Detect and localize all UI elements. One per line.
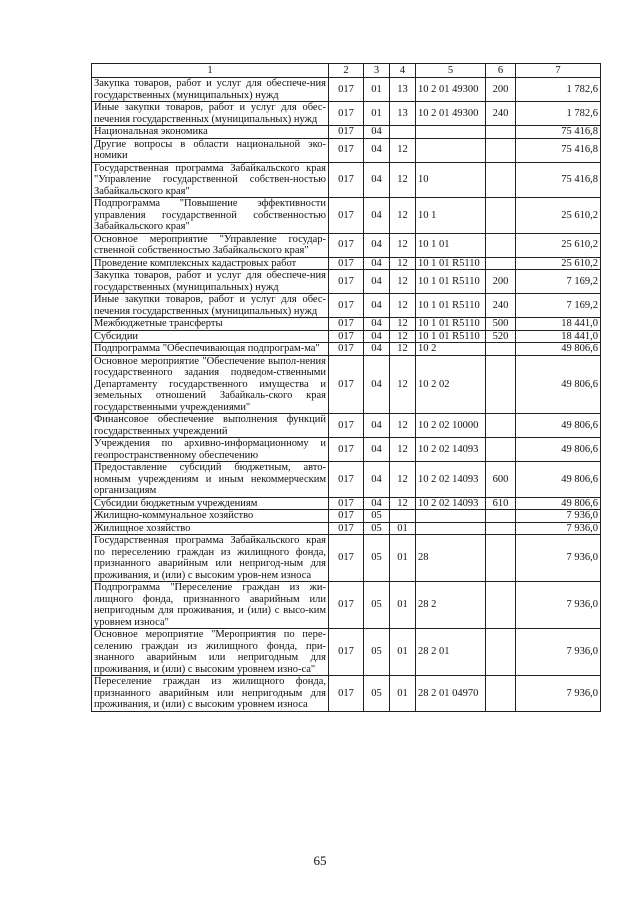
row-amount-cell: 25 610,2 [516, 257, 601, 270]
table-row [92, 676, 601, 712]
row-name-cell: Жилищно-коммунальное хозяйство [92, 510, 329, 523]
row-target-article-cell: 10 1 01 R5110 [416, 330, 486, 343]
table-header-row [92, 64, 601, 78]
row-expense-type-cell: 240 [486, 294, 516, 318]
row-section-cell: 04 [364, 233, 390, 257]
row-amount-cell: 1 782,6 [516, 78, 601, 102]
row-expense-type-cell [486, 138, 516, 162]
row-subsection-cell: 01 [390, 582, 416, 629]
table-row [92, 294, 601, 318]
row-name-cell: Проведение комплексных кадастровых работ [92, 257, 329, 270]
table-body [92, 78, 601, 712]
row-expense-type-cell [486, 582, 516, 629]
row-amount-cell: 25 610,2 [516, 233, 601, 257]
row-subsection-cell: 01 [390, 535, 416, 582]
row-section-cell: 04 [364, 497, 390, 510]
header-cell: 1 [92, 64, 329, 78]
row-expense-type-cell [486, 233, 516, 257]
row-amount-cell: 49 806,6 [516, 497, 601, 510]
row-name-cell: Закупка товаров, работ и услуг для обеспече-ния государственных (муниципальных) нужд [92, 78, 329, 102]
table-row [92, 497, 601, 510]
row-target-article-cell: 10 2 01 49300 [416, 78, 486, 102]
row-subsection-cell: 12 [390, 414, 416, 438]
table-row [92, 629, 601, 676]
table-row [92, 414, 601, 438]
row-section-cell: 04 [364, 355, 390, 414]
row-amount-cell: 49 806,6 [516, 355, 601, 414]
row-code-cell: 017 [329, 355, 364, 414]
row-subsection-cell: 12 [390, 343, 416, 356]
row-expense-type-cell: 600 [486, 462, 516, 498]
row-name-cell: Иные закупки товаров, работ и услуг для обес-печения государственных (муниципальных) нужд [92, 294, 329, 318]
row-target-article-cell: 28 [416, 535, 486, 582]
table-row [92, 462, 601, 498]
row-subsection-cell [390, 126, 416, 139]
row-code-cell: 017 [329, 510, 364, 523]
table-row [92, 162, 601, 198]
row-code-cell: 017 [329, 414, 364, 438]
row-target-article-cell: 10 2 02 14093 [416, 438, 486, 462]
row-section-cell: 04 [364, 414, 390, 438]
row-expense-type-cell [486, 162, 516, 198]
header-cell: 4 [390, 64, 416, 78]
table-row [92, 257, 601, 270]
row-code-cell: 017 [329, 462, 364, 498]
row-code-cell: 017 [329, 233, 364, 257]
page-number: 65 [313, 853, 327, 868]
row-target-article-cell: 10 2 02 14093 [416, 462, 486, 498]
row-expense-type-cell [486, 126, 516, 139]
row-code-cell: 017 [329, 343, 364, 356]
row-target-article-cell [416, 138, 486, 162]
row-code-cell: 017 [329, 582, 364, 629]
row-code-cell: 017 [329, 162, 364, 198]
row-section-cell: 05 [364, 676, 390, 712]
row-subsection-cell: 12 [390, 162, 416, 198]
row-section-cell: 04 [364, 330, 390, 343]
row-target-article-cell: 28 2 [416, 582, 486, 629]
row-amount-cell: 7 936,0 [516, 582, 601, 629]
row-name-cell: Государственная программа Забайкальского края "Управление государственной собствен-ностью Забайкальского края" [92, 162, 329, 198]
row-expense-type-cell [486, 343, 516, 356]
row-code-cell: 017 [329, 330, 364, 343]
table-row [92, 78, 601, 102]
row-section-cell: 01 [364, 78, 390, 102]
row-amount-cell: 25 610,2 [516, 198, 601, 234]
row-target-article-cell: 10 [416, 162, 486, 198]
row-amount-cell: 49 806,6 [516, 414, 601, 438]
row-name-cell: Национальная экономика [92, 126, 329, 139]
row-subsection-cell: 12 [390, 318, 416, 331]
row-section-cell: 04 [364, 318, 390, 331]
header-cell: 5 [416, 64, 486, 78]
row-target-article-cell: 28 2 01 [416, 629, 486, 676]
row-target-article-cell: 10 2 [416, 343, 486, 356]
table-row [92, 138, 601, 162]
row-name-cell: Межбюджетные трансферты [92, 318, 329, 331]
row-name-cell: Субсидии бюджетным учреждениям [92, 497, 329, 510]
row-amount-cell: 49 806,6 [516, 462, 601, 498]
row-code-cell: 017 [329, 294, 364, 318]
row-code-cell: 017 [329, 138, 364, 162]
row-target-article-cell [416, 126, 486, 139]
row-section-cell: 01 [364, 102, 390, 126]
row-amount-cell: 1 782,6 [516, 102, 601, 126]
row-subsection-cell: 12 [390, 355, 416, 414]
row-amount-cell: 7 936,0 [516, 510, 601, 523]
row-subsection-cell: 12 [390, 233, 416, 257]
header-cell: 6 [486, 64, 516, 78]
budget-table [91, 63, 601, 712]
row-amount-cell: 7 936,0 [516, 629, 601, 676]
row-amount-cell: 18 441,0 [516, 330, 601, 343]
row-expense-type-cell [486, 414, 516, 438]
table-row [92, 522, 601, 535]
row-name-cell: Предоставление субсидий бюджетным, авто-номным учреждениям и иным некоммерческим организациям [92, 462, 329, 498]
row-amount-cell: 18 441,0 [516, 318, 601, 331]
row-name-cell: Подпрограмма "Обеспечивающая подпрограм-ма" [92, 343, 329, 356]
row-code-cell: 017 [329, 318, 364, 331]
row-subsection-cell: 13 [390, 102, 416, 126]
row-target-article-cell: 10 1 01 R5110 [416, 257, 486, 270]
row-name-cell: Переселение граждан из жилищного фонда, признанного аварийным или непригодным для проживания, и (или) с высоким уровнем износа [92, 676, 329, 712]
row-target-article-cell: 10 1 01 R5110 [416, 270, 486, 294]
row-code-cell: 017 [329, 535, 364, 582]
row-expense-type-cell [486, 198, 516, 234]
header-cell: 2 [329, 64, 364, 78]
row-expense-type-cell [486, 535, 516, 582]
row-target-article-cell [416, 522, 486, 535]
row-subsection-cell: 01 [390, 629, 416, 676]
row-name-cell: Иные закупки товаров, работ и услуг для обес-печения государственных (муниципальных) нужд [92, 102, 329, 126]
row-name-cell: Основное мероприятие "Мероприятия по пере-селению граждан из жилищного фонда, при-знанного аварийным или непригодным для проживания, и (или) с высоким уровнем изно-са" [92, 629, 329, 676]
row-subsection-cell: 12 [390, 270, 416, 294]
row-target-article-cell: 10 1 01 R5110 [416, 318, 486, 331]
row-subsection-cell: 12 [390, 198, 416, 234]
table-row [92, 582, 601, 629]
row-section-cell: 05 [364, 522, 390, 535]
row-section-cell: 05 [364, 629, 390, 676]
row-expense-type-cell [486, 257, 516, 270]
row-expense-type-cell: 200 [486, 270, 516, 294]
row-subsection-cell [390, 510, 416, 523]
table-row [92, 318, 601, 331]
table-row [92, 233, 601, 257]
row-subsection-cell: 01 [390, 676, 416, 712]
row-amount-cell: 49 806,6 [516, 438, 601, 462]
row-code-cell: 017 [329, 522, 364, 535]
row-expense-type-cell: 520 [486, 330, 516, 343]
row-amount-cell: 7 169,2 [516, 294, 601, 318]
row-amount-cell: 49 806,6 [516, 343, 601, 356]
row-subsection-cell: 12 [390, 330, 416, 343]
row-code-cell: 017 [329, 497, 364, 510]
table-row [92, 343, 601, 356]
table-row [92, 438, 601, 462]
row-code-cell: 017 [329, 126, 364, 139]
row-code-cell: 017 [329, 257, 364, 270]
row-code-cell: 017 [329, 102, 364, 126]
row-target-article-cell [416, 510, 486, 523]
row-target-article-cell: 10 2 02 [416, 355, 486, 414]
row-subsection-cell: 12 [390, 257, 416, 270]
row-section-cell: 04 [364, 162, 390, 198]
row-expense-type-cell [486, 676, 516, 712]
row-name-cell: Жилищное хозяйство [92, 522, 329, 535]
row-subsection-cell: 01 [390, 522, 416, 535]
row-name-cell: Другие вопросы в области национальной эко-номики [92, 138, 329, 162]
row-expense-type-cell [486, 438, 516, 462]
row-subsection-cell: 12 [390, 438, 416, 462]
row-code-cell: 017 [329, 198, 364, 234]
row-expense-type-cell: 240 [486, 102, 516, 126]
row-target-article-cell: 28 2 01 04970 [416, 676, 486, 712]
row-target-article-cell: 10 1 01 [416, 233, 486, 257]
row-amount-cell: 7 169,2 [516, 270, 601, 294]
row-name-cell: Основное мероприятие "Управление государ-ственной собственностью Забайкальского края" [92, 233, 329, 257]
row-code-cell: 017 [329, 78, 364, 102]
row-section-cell: 04 [364, 126, 390, 139]
row-name-cell: Подпрограмма "Повышение эффективности управления государственной собственностью Забайкальского края" [92, 198, 329, 234]
row-section-cell: 04 [364, 294, 390, 318]
table-row [92, 198, 601, 234]
row-target-article-cell: 10 1 [416, 198, 486, 234]
row-section-cell: 04 [364, 257, 390, 270]
row-section-cell: 04 [364, 270, 390, 294]
row-section-cell: 05 [364, 510, 390, 523]
row-code-cell: 017 [329, 629, 364, 676]
table-row [92, 510, 601, 523]
row-code-cell: 017 [329, 438, 364, 462]
table-row [92, 270, 601, 294]
row-target-article-cell: 10 2 01 49300 [416, 102, 486, 126]
row-section-cell: 04 [364, 138, 390, 162]
row-name-cell: Подпрограмма "Переселение граждан из жи-лищного фонда, признанного аварийным или непригодным для проживания, и (или) с высо-ким уровнем износа" [92, 582, 329, 629]
row-section-cell: 04 [364, 438, 390, 462]
row-name-cell: Государственная программа Забайкальского края по переселению граждан из жилищного фонда, признанного аварийным или непригод-ным для проживания, и (или) с высоким уров-нем износа [92, 535, 329, 582]
row-section-cell: 04 [364, 462, 390, 498]
row-target-article-cell: 10 2 02 10000 [416, 414, 486, 438]
row-expense-type-cell [486, 629, 516, 676]
table-row [92, 102, 601, 126]
row-subsection-cell: 12 [390, 138, 416, 162]
row-name-cell: Финансовое обеспечение выполнения функций государственных учреждений [92, 414, 329, 438]
row-name-cell: Учреждения по архивно-информационному и геопространственному обеспечению [92, 438, 329, 462]
row-target-article-cell: 10 1 01 R5110 [416, 294, 486, 318]
row-expense-type-cell [486, 510, 516, 523]
row-expense-type-cell: 200 [486, 78, 516, 102]
row-code-cell: 017 [329, 676, 364, 712]
row-section-cell: 05 [364, 535, 390, 582]
row-expense-type-cell: 610 [486, 497, 516, 510]
row-amount-cell: 7 936,0 [516, 535, 601, 582]
row-section-cell: 04 [364, 198, 390, 234]
row-name-cell: Субсидии [92, 330, 329, 343]
row-subsection-cell: 12 [390, 497, 416, 510]
row-subsection-cell: 12 [390, 294, 416, 318]
row-subsection-cell: 13 [390, 78, 416, 102]
row-target-article-cell: 10 2 02 14093 [416, 497, 486, 510]
table-row [92, 535, 601, 582]
table-row [92, 126, 601, 139]
row-expense-type-cell: 500 [486, 318, 516, 331]
row-amount-cell: 75 416,8 [516, 126, 601, 139]
row-amount-cell: 7 936,0 [516, 522, 601, 535]
header-cell: 7 [516, 64, 601, 78]
row-amount-cell: 75 416,8 [516, 138, 601, 162]
row-subsection-cell: 12 [390, 462, 416, 498]
row-expense-type-cell [486, 522, 516, 535]
row-amount-cell: 75 416,8 [516, 162, 601, 198]
row-name-cell: Основное мероприятие "Обеспечение выпол-нения государственного задания подведом-ственными Департаменту государственного имущества и земельных отношений Забайкаль-ского края государственными учреждениями" [92, 355, 329, 414]
row-section-cell: 04 [364, 343, 390, 356]
row-section-cell: 05 [364, 582, 390, 629]
row-expense-type-cell [486, 355, 516, 414]
row-code-cell: 017 [329, 270, 364, 294]
row-amount-cell: 7 936,0 [516, 676, 601, 712]
table-row [92, 355, 601, 414]
table-row [92, 330, 601, 343]
row-name-cell: Закупка товаров, работ и услуг для обеспече-ния государственных (муниципальных) нужд [92, 270, 329, 294]
header-cell: 3 [364, 64, 390, 78]
